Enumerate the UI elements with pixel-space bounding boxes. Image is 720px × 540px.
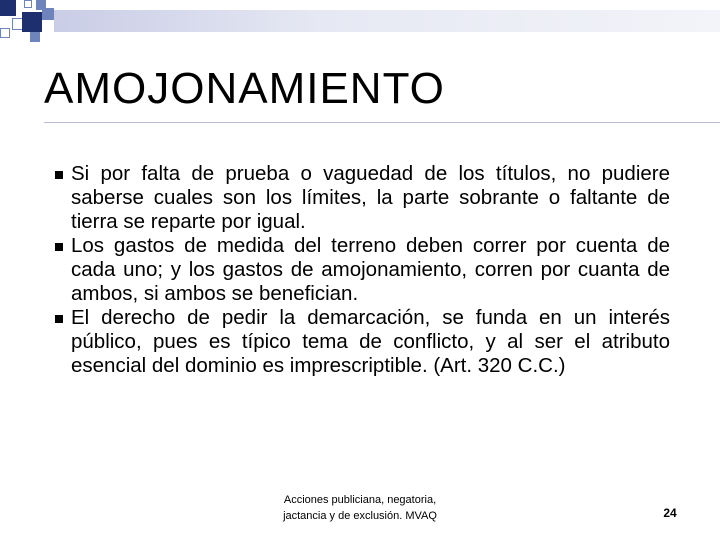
- footer-line: jactancia y de exclusión. MVAQ: [283, 510, 437, 522]
- header-band: [54, 10, 720, 32]
- list-item: [55, 306, 670, 378]
- decor-square: [24, 0, 32, 8]
- bullet-text: Si por falta de prueba o vaguedad de los títulos, no pudiere saberse cuales son los límites, la parte sobrante o faltante de tierra se reparte por igual.: [71, 162, 670, 233]
- page-number: 24: [663, 506, 677, 520]
- square-bullet-icon: [55, 315, 63, 323]
- decor-square: [22, 12, 42, 32]
- footer-line: Acciones publiciana, negatoria,: [283, 494, 437, 506]
- bullet-list: [55, 162, 670, 378]
- bullet-text: El derecho de pedir la demarcación, se funda en un interés público, pues es típico tema de conflicto, y al ser el atributo esencial del dominio es imprescriptible. (Art. 320 C.C.): [71, 306, 670, 377]
- decor-square: [30, 32, 40, 42]
- square-bullet-icon: [55, 243, 63, 251]
- decor-square: [42, 8, 54, 20]
- list-item: [55, 234, 670, 306]
- decor-square: [0, 28, 10, 38]
- square-bullet-icon: [55, 171, 63, 179]
- slide-title: AMOJONAMIENTO: [44, 64, 445, 113]
- list-item: [55, 162, 670, 234]
- bullet-text: Los gastos de medida del terreno deben correr por cuenta de cada uno; y los gastos de amojonamiento, corren por cuanta de ambos, si ambos se benefician.: [71, 234, 670, 305]
- decor-square: [0, 0, 16, 16]
- title-divider: [44, 122, 720, 123]
- slide-footer: [270, 492, 450, 524]
